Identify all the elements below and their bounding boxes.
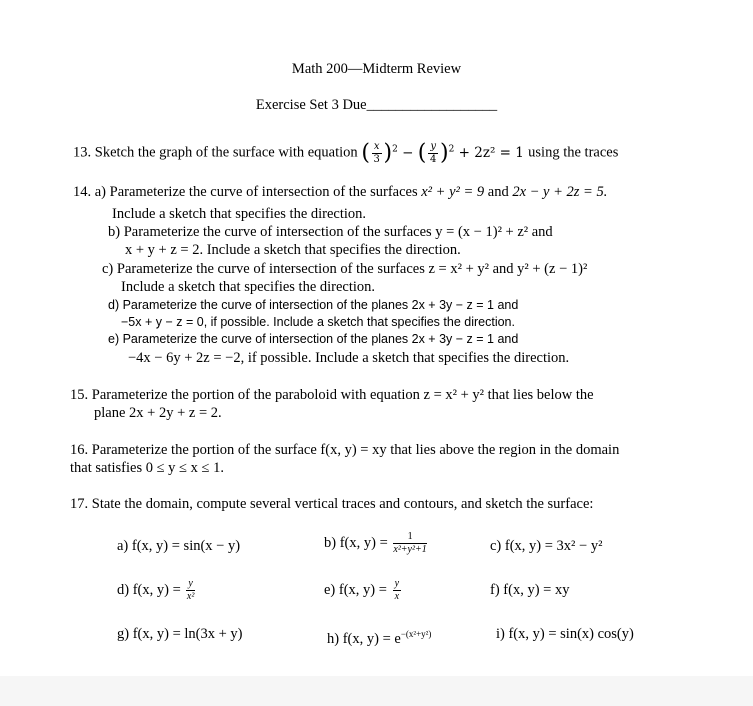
problem-14a-eq2: 2x − y + 2z = 5. — [512, 184, 608, 200]
problem-17b-lead: b) f(x, y) = — [324, 534, 388, 551]
problem-17e-lead: e) f(x, y) = — [324, 581, 387, 598]
problem-15-line1: 15. Parameterize the portion of the paraboloid with equation z = x² + y² that lies below the — [70, 387, 594, 403]
problem-17a: a) f(x, y) = sin(x − y) — [117, 538, 241, 554]
problem-14b-line1: b) Parameterize the curve of intersection of the surfaces y = (x − 1)² + z² and — [108, 224, 553, 240]
problem-17h-lead: h) f(x, y) = e — [327, 630, 401, 647]
problem-14a-line2: Include a sketch that specifies the direction. — [112, 206, 367, 222]
problem-17b: b) f(x, y) = $\frac{1}{\text{x²+y²+1}}$ — [324, 531, 427, 555]
problem-17d: d) f(x, y) = $\frac{y}{\text{x²}}$ — [117, 578, 195, 602]
problem-13-trail: using the traces — [528, 144, 619, 161]
problem-14e-line1: e) Parameterize the curve of intersection of the planes 2x + 3y − z = 1 and — [108, 332, 519, 346]
problem-13-lead: 13. Sketch the graph of the surface with equation — [73, 144, 358, 161]
problem-17g: g) f(x, y) = ln(3x + y) — [117, 626, 243, 642]
exercise-set-due: Exercise Set 3 Due__________________ — [255, 97, 498, 113]
problem-14d-line2: −5x + y − z = 0, if possible. Include a sketch that specifies the direction. — [121, 315, 515, 329]
problem-17f: f) f(x, y) = xy — [490, 582, 570, 598]
problem-17-instruction: 17. State the domain, compute several vertical traces and contours, and sketch the surface: — [70, 496, 594, 512]
problem-17e: e) f(x, y) = $\frac{y}{x}$ — [324, 578, 400, 602]
problem-16-line1: 16. Parameterize the portion of the surface f(x, y) = xy that lies above the region in the domain — [70, 442, 620, 458]
problem-16-line2: that satisfies 0 ≤ y ≤ x ≤ 1. — [70, 460, 224, 476]
problem-14e-line2: −4x − 6y + 2z = −2, if possible. Include a sketch that specifies the direction. — [128, 350, 570, 366]
problem-14d-line1: d) Parameterize the curve of intersection of the planes 2x + 3y − z = 1 and — [108, 298, 519, 312]
problem-17h-exponent: −(x²+y²) — [400, 629, 432, 639]
problem-17c: c) f(x, y) = 3x² − y² — [490, 538, 603, 554]
problem-13-equation-tail: + 2z² = 1 — [458, 144, 524, 161]
course-title: Math 200—Midterm Review — [291, 61, 462, 77]
problem-17h — [327, 625, 431, 648]
problem-14a-text: 14. a) Parameterize the curve of intersection of the surfaces — [73, 184, 418, 200]
problem-14c-line2: Include a sketch that specifies the direction. — [121, 279, 376, 295]
problem-14a-line1 — [73, 183, 607, 201]
problem-13 — [73, 140, 618, 165]
problem-14a-eq1: x² + y² = 9 — [421, 184, 485, 200]
problem-14b-line2: x + y + z = 2. Include a sketch that specifies the direction. — [125, 242, 461, 258]
problem-14c-line1: c) Parameterize the curve of intersection of the surfaces z = x² + y² and y² + (z − 1)² — [102, 261, 588, 277]
problem-13-equation: ( $\frac{x}{3}$ )$^2$ − ( $\frac{y}{4}$ )$^2$ + 2z² = 1 — [361, 140, 524, 165]
problem-17d-lead: d) f(x, y) = — [117, 581, 181, 598]
problem-17i: i) f(x, y) = sin(x) cos(y) — [496, 626, 634, 642]
bottom-gray-band — [0, 676, 753, 706]
problem-14a-and: and — [487, 184, 509, 200]
problem-15-line2: plane 2x + 2y + z = 2. — [94, 405, 222, 421]
